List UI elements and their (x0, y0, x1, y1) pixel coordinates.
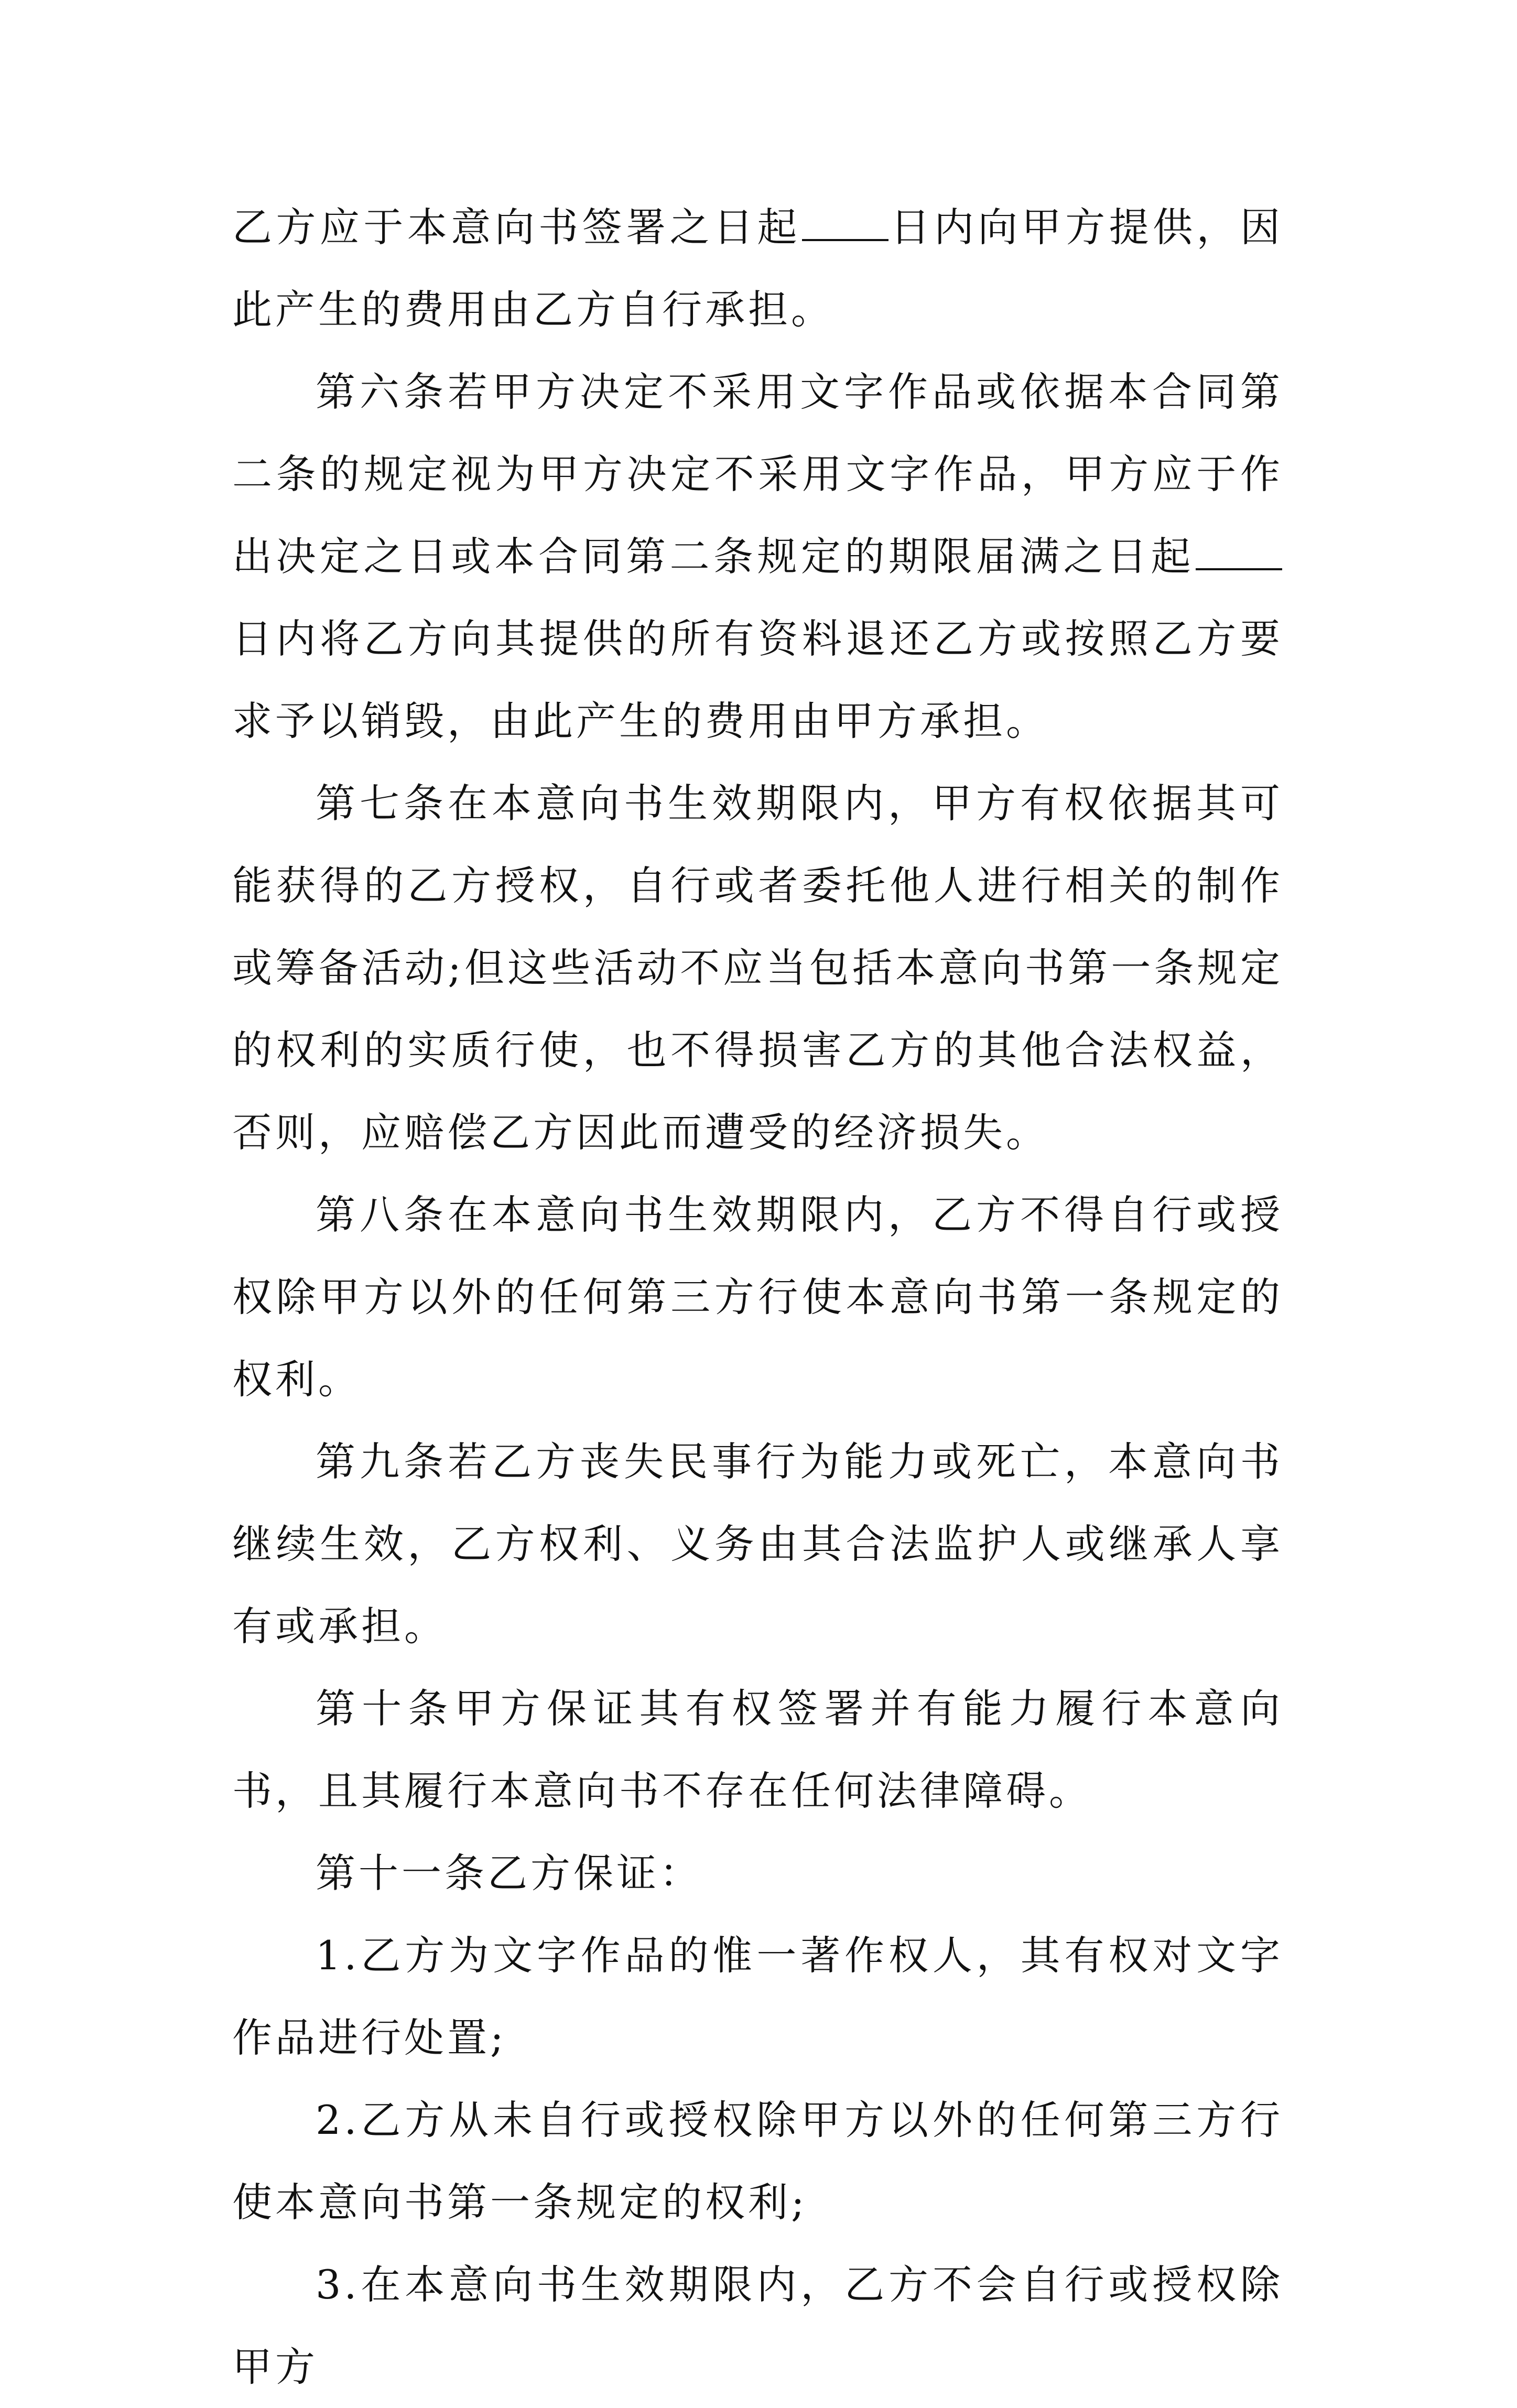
paragraph-article-11 (232, 1832, 1283, 1914)
paragraph-article-7 (232, 762, 1283, 1174)
fill-in-blank (802, 208, 888, 241)
paragraph-article-6 (232, 351, 1283, 762)
paragraph-delivery-term (232, 186, 1283, 351)
text-segment: 2.乙方从未自行或授权除甲方以外的任何第三方行使本意向书第一条规定的权利; (232, 2097, 1283, 2226)
text-segment: 第十条甲方保证其有权签署并有能力履行本意向书，且其履行本意向书不存在任何法律障碍。 (232, 1685, 1283, 1814)
fill-in-blank (1196, 537, 1282, 570)
list-item-guarantee-2 (232, 2079, 1283, 2243)
document-body (232, 186, 1283, 2408)
text-segment: 日内将乙方向其提供的所有资料退还乙方或按照乙方要求予以销毁，由此产生的费用由甲方承担。 (232, 615, 1283, 744)
text-segment: 乙方应于本意向书签署之日起 (232, 204, 801, 251)
text-segment: 第七条在本意向书生效期限内，甲方有权依据其可能获得的乙方授权，自行或者委托他人进行相关的制作或筹备活动;但这些活动不应当包括本意向书第一条规定的权利的实质行使，也不得损害乙方的其他合法权益，否则，应赔偿乙方因此而遭受的经济损失。 (232, 780, 1283, 1156)
text-segment: 第八条在本意向书生效期限内，乙方不得自行或授权除甲方以外的任何第三方行使本意向书第一条规定的权利。 (232, 1191, 1283, 1403)
text-segment: 1.乙方为文字作品的惟一著作权人，其有权对文字作品进行处置; (232, 1932, 1283, 2061)
text-segment: 日内向甲方提供，因此产生的费用由乙方自行承担。 (232, 204, 1284, 333)
text-segment: 3.在本意向书生效期限内，乙方不会自行或授权除甲方 (232, 2261, 1283, 2390)
paragraph-article-10 (232, 1667, 1283, 1832)
paragraph-article-8 (232, 1174, 1283, 1420)
text-segment: 第十一条乙方保证： (316, 1850, 702, 1896)
text-segment: 第九条若乙方丧失民事行为能力或死亡，本意向书继续生效，乙方权利、义务由其合法监护人或继承人享有或承担。 (232, 1438, 1283, 1650)
paragraph-article-9 (232, 1420, 1283, 1667)
list-item-guarantee-3 (232, 2243, 1283, 2408)
text-segment: 第六条若甲方决定不采用文字作品或依据本合同第二条的规定视为甲方决定不采用文字作品，甲方应于作出决定之日或本合同第二条规定的期限届满之日起 (232, 368, 1283, 580)
list-item-guarantee-1 (232, 1914, 1283, 2079)
